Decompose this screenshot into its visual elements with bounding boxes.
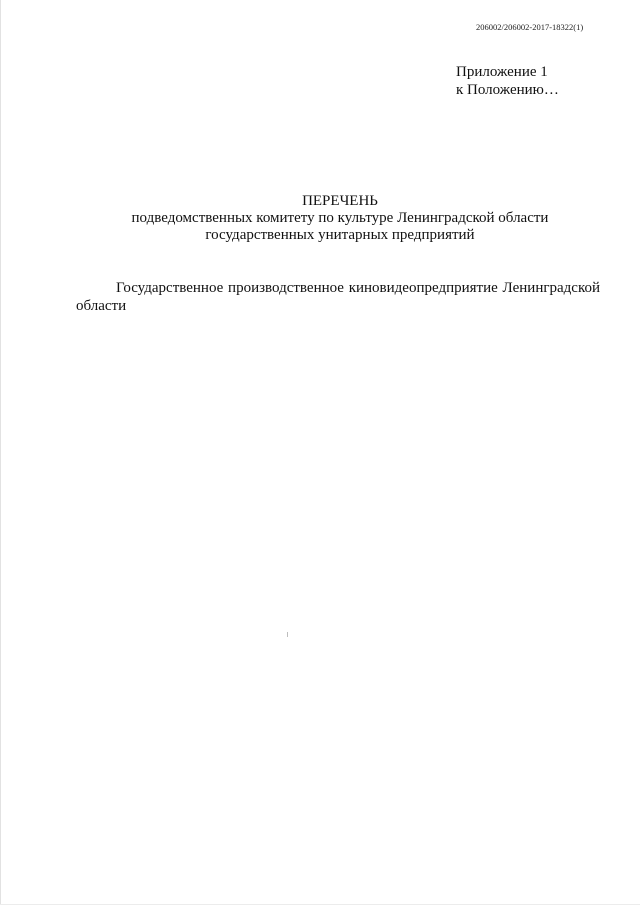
appendix-line-1: Приложение 1 bbox=[456, 64, 548, 80]
body-word-3: киновидеопредприятие bbox=[348, 280, 498, 296]
body-line-2: области bbox=[76, 298, 127, 314]
appendix-reference bbox=[456, 63, 559, 99]
body-word-1: Государственное bbox=[116, 280, 224, 296]
body-line-1 bbox=[76, 279, 600, 297]
title-line-3: государственных унитарных предприятий bbox=[205, 227, 475, 243]
body-word-2: производственное bbox=[228, 280, 344, 296]
scan-artifact bbox=[287, 632, 288, 637]
appendix-line-2: к Положению… bbox=[456, 82, 559, 98]
body-paragraph bbox=[76, 279, 600, 315]
title-heading: ПЕРЕЧЕНЬ bbox=[302, 193, 378, 209]
document-id: 206002/206002-2017-18322(1) bbox=[476, 22, 584, 32]
document-title bbox=[80, 193, 600, 244]
scan-edge-left bbox=[0, 0, 1, 905]
title-line-2: подведомственных комитету по культуре Ленинградской области bbox=[131, 210, 549, 226]
body-word-4: Ленинградской bbox=[502, 280, 600, 296]
